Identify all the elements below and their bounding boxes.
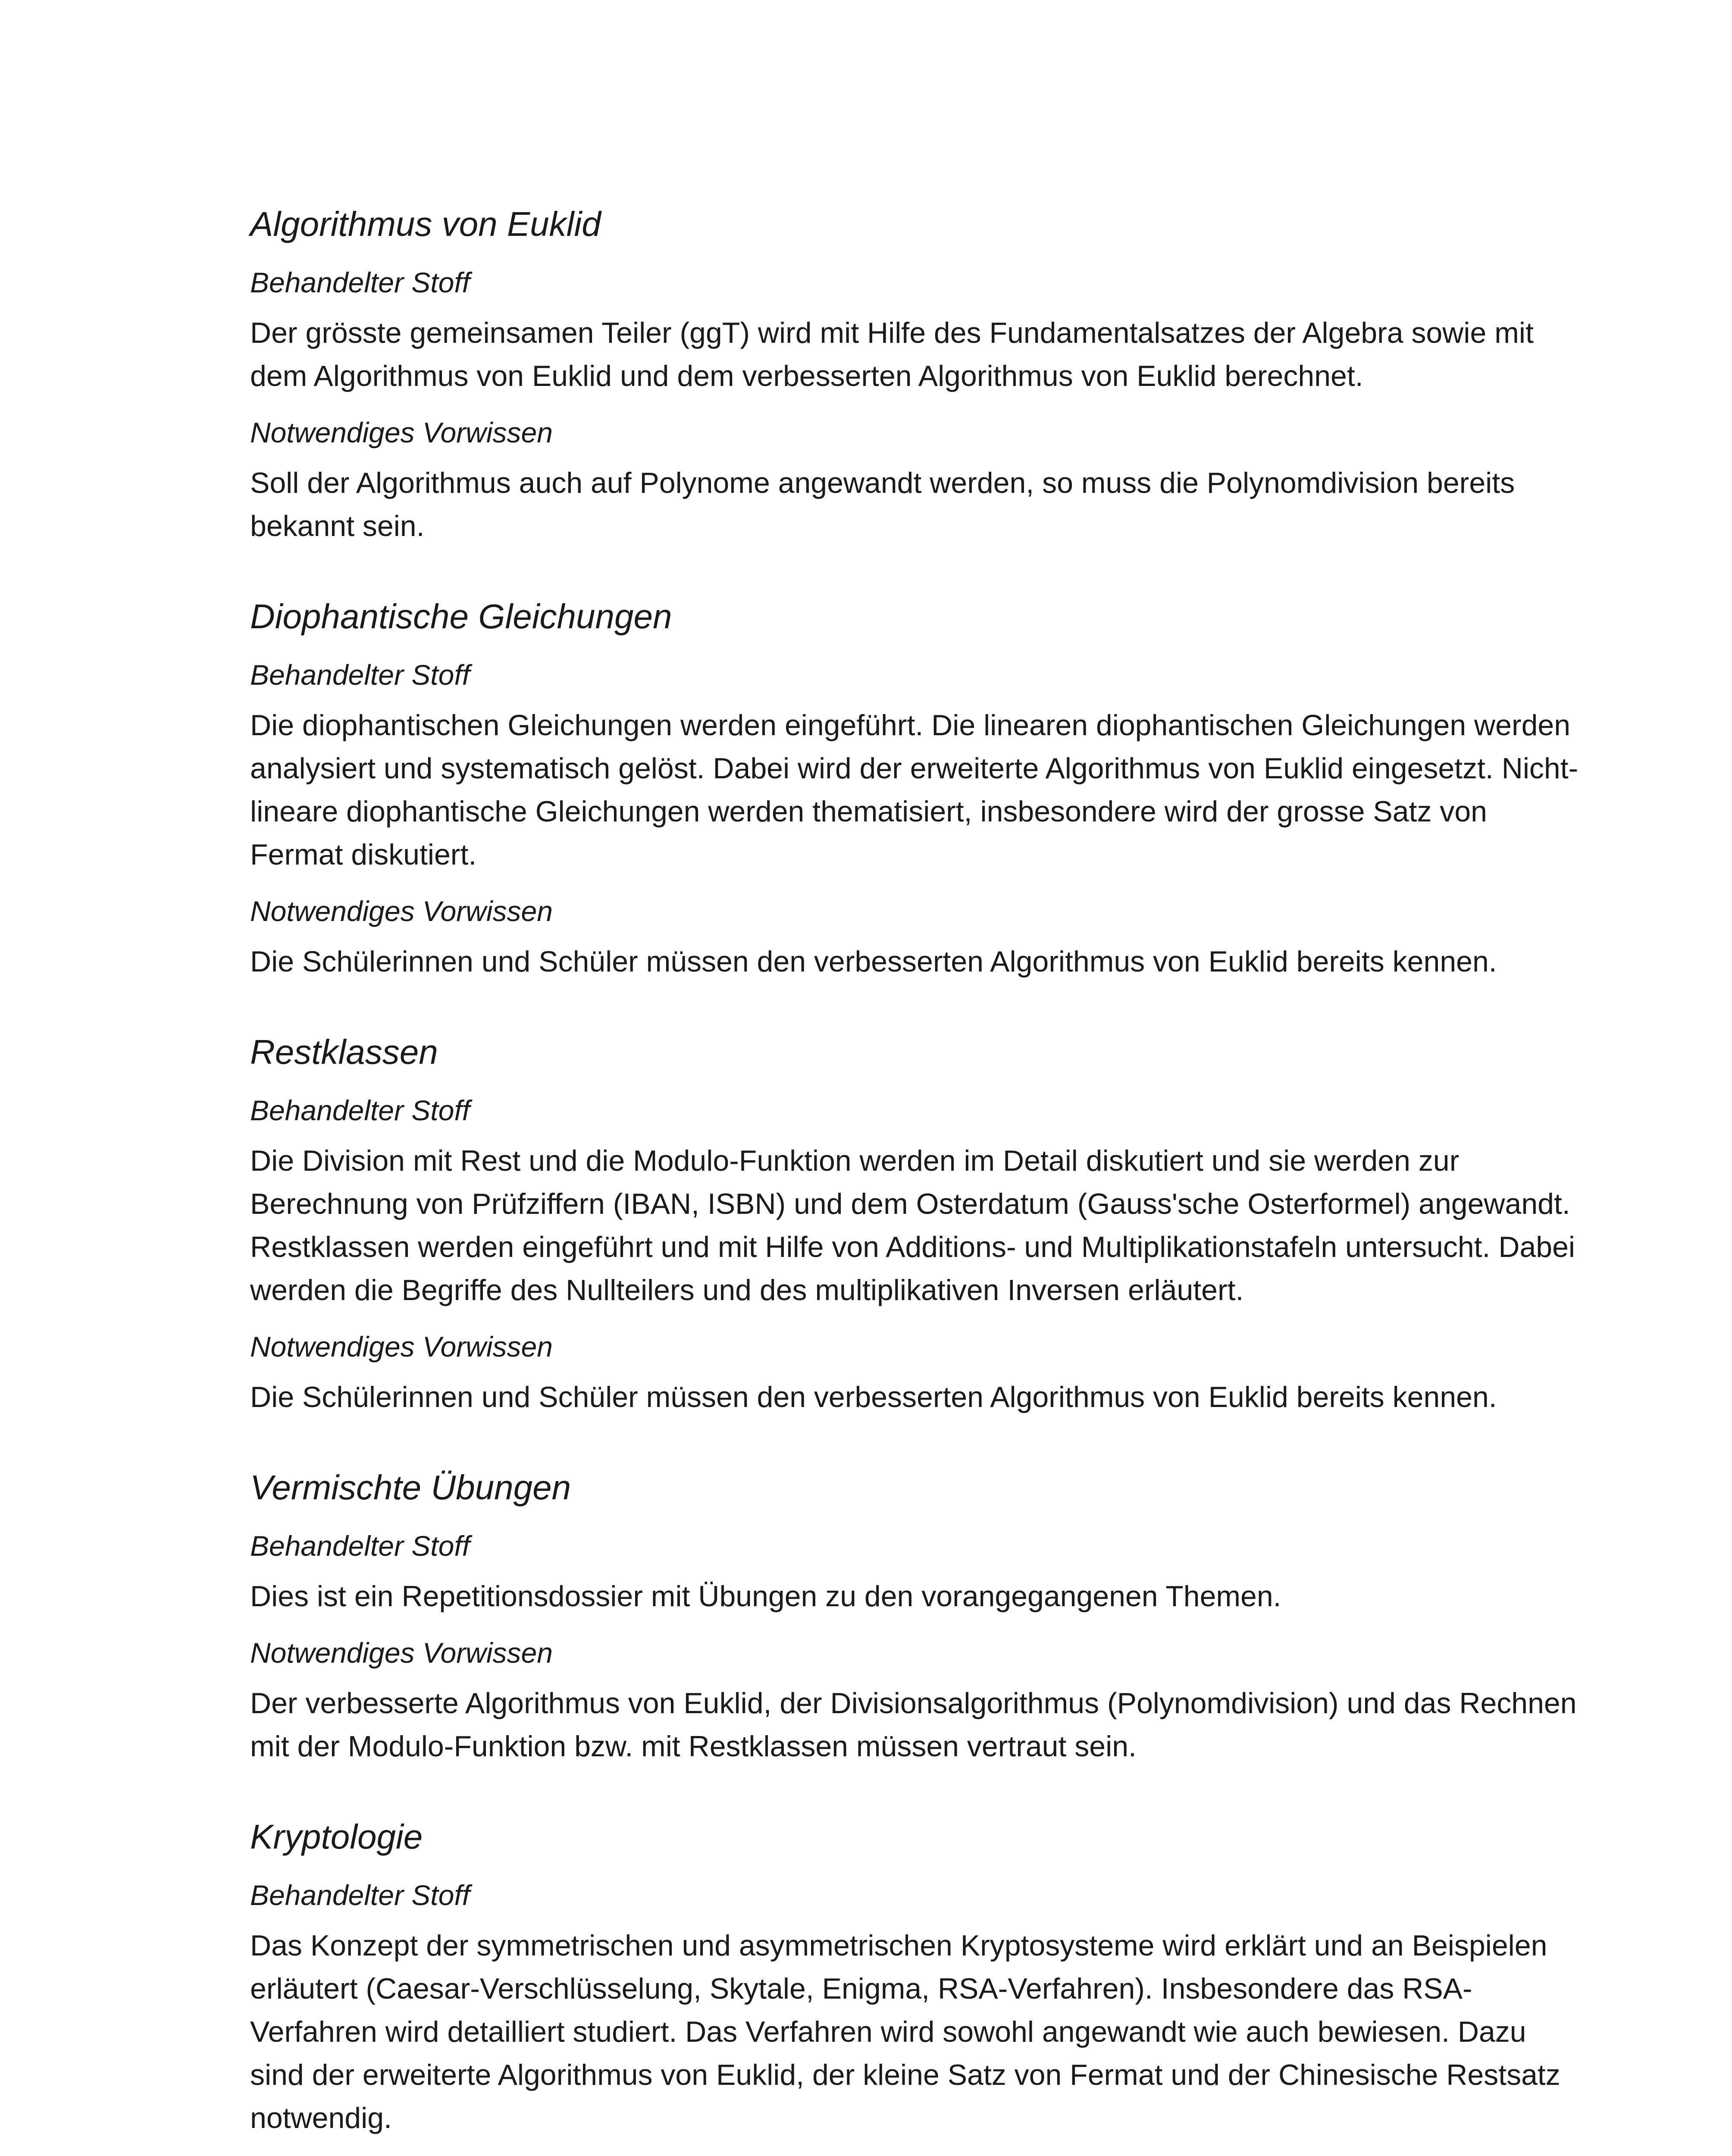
section-diophantische-gleichungen [250, 595, 1587, 983]
paragraph-stoff: Die diophantischen Gleichungen werden eingeführt. Die linearen diophantischen Gleichungen werden analysiert und systematisch gelöst. Dabei wird der erweiterte Algorithmus von Euklid eingesetzt. Nicht-lineare diophantische Gleichungen werden thematisiert, insbesondere wird der grosse Satz von Fermat diskutiert. [250, 709, 1579, 871]
subheading-vorwissen: Notwendiges Vorwissen [250, 1331, 553, 1363]
paragraph-stoff: Das Konzept der symmetrischen und asymmetrischen Kryptosysteme wird erklärt und an Beispielen erläutert (Caesar-Verschlüsselung, Skytale, Enigma, RSA-Verfahren). Insbesondere das RSA-Verfahren wird detailliert studiert. Das Verfahren wird sowohl angewandt wie auch bewiesen. Dazu sind der erweiterte Algorithmus von Euklid, der kleine Satz von Fermat und der Chinesische Restsatz notwendig. [250, 1929, 1560, 2134]
section-kryptologie [250, 1815, 1587, 2140]
paragraph-vorwissen: Der verbesserte Algorithmus von Euklid, der Divisionsalgorithmus (Polynomdivision) und das Rechnen mit der Modulo-Funktion bzw. mit Restklassen müssen vertraut sein. [250, 1687, 1577, 1763]
section-euklid [250, 203, 1587, 548]
subheading-vorwissen: Notwendiges Vorwissen [250, 417, 553, 448]
section-title: Algorithmus von Euklid [250, 205, 601, 243]
subheading-stoff: Behandelter Stoff [250, 266, 470, 298]
subheading-stoff: Behandelter Stoff [250, 1879, 470, 1911]
section-title: Vermischte Übungen [250, 1468, 571, 1507]
page-content [250, 203, 1587, 2156]
subheading-stoff: Behandelter Stoff [250, 1530, 470, 1562]
paragraph-vorwissen: Die Schülerinnen und Schüler müssen den verbesserten Algorithmus von Euklid bereits kennen. [250, 945, 1497, 978]
section-title: Restklassen [250, 1033, 438, 1071]
paragraph-stoff: Die Division mit Rest und die Modulo-Funktion werden im Detail diskutiert und sie werden zur Berechnung von Prüfziffern (IBAN, ISBN) und dem Osterdatum (Gauss'sche Osterformel) angewandt. Restklassen werden eingeführt und mit Hilfe von Additions- und Multiplikationstafeln untersucht. Dabei werden die Begriffe des Nullteilers und des multiplikativen Inversen erläutert. [250, 1144, 1575, 1307]
subheading-vorwissen: Notwendiges Vorwissen [250, 895, 553, 927]
subheading-stoff: Behandelter Stoff [250, 659, 470, 691]
section-title: Diophantische Gleichungen [250, 597, 672, 636]
paragraph-vorwissen: Die Schülerinnen und Schüler müssen den verbesserten Algorithmus von Euklid bereits kennen. [250, 1381, 1497, 1413]
subheading-stoff: Behandelter Stoff [250, 1094, 470, 1126]
subheading-vorwissen: Notwendiges Vorwissen [250, 1637, 553, 1669]
section-title: Kryptologie [250, 1818, 423, 1856]
section-restklassen [250, 1031, 1587, 1419]
section-vermischte-uebungen [250, 1466, 1587, 1768]
paragraph-stoff: Dies ist ein Repetitionsdossier mit Übungen zu den vorangegangenen Themen. [250, 1580, 1281, 1613]
paragraph-stoff: Der grösste gemeinsamen Teiler (ggT) wird mit Hilfe des Fundamentalsatzes der Algebra sowie mit dem Algorithmus von Euklid und dem verbesserten Algorithmus von Euklid berechnet. [250, 317, 1534, 392]
paragraph-vorwissen: Soll der Algorithmus auch auf Polynome angewandt werden, so muss die Polynomdivision bereits bekannt sein. [250, 467, 1515, 542]
